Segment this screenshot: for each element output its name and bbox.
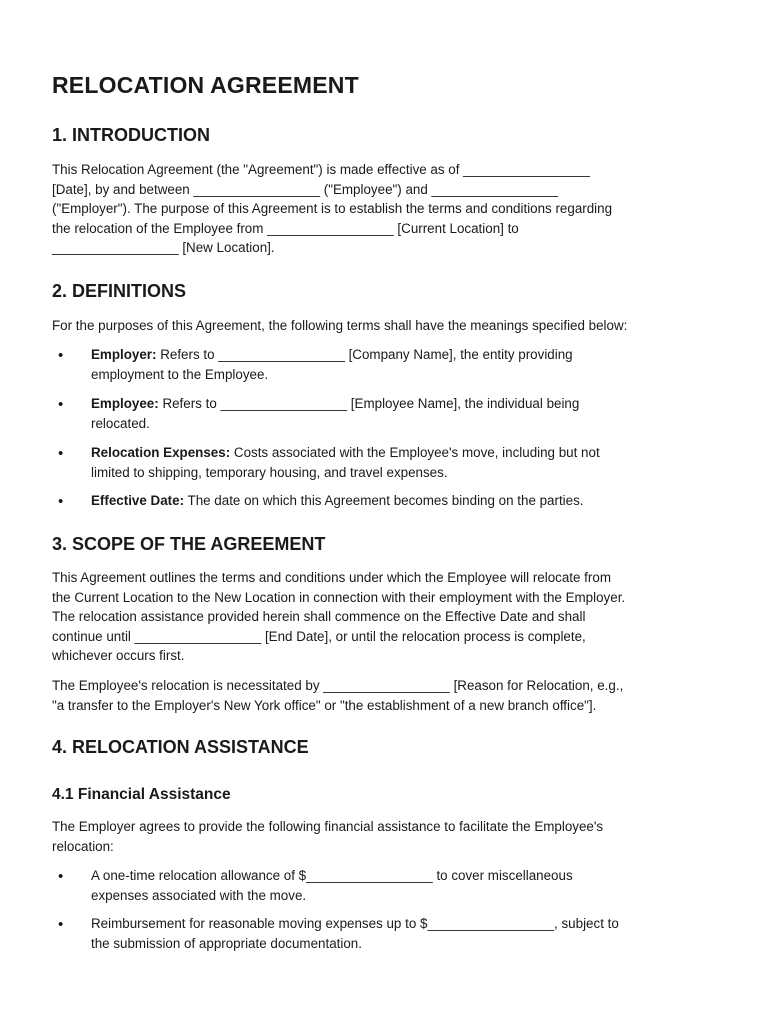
text-line: the relocation of the Employee from _________________ [Current Location] to: [52, 220, 519, 236]
list-item-text: Reimbursement for reasonable moving expenses up to $_________________, subject to: [91, 916, 619, 931]
text-line: continue until _________________ [End Date], or until the relocation process is complete,: [52, 628, 586, 644]
text-line: ("Employer"). The purpose of this Agreement is to establish the terms and conditions regarding: [52, 201, 613, 217]
definition-text: employment to the Employee.: [91, 366, 269, 382]
text-line: The relocation assistance provided herein shall commence on the Effective Date and shall: [52, 609, 586, 625]
text-line: The Employee's relocation is necessitated by _________________ [Reason for Relocation, e.g.,: [52, 678, 624, 693]
definition-text: relocated.: [91, 415, 150, 431]
text-line: [Date], by and between _________________ ("Employee") and _________________: [52, 181, 559, 197]
section-heading-introduction: 1. INTRODUCTION: [52, 125, 211, 145]
definitions-intro: For the purposes of this Agreement, the following terms shall have the meanings specified below:: [52, 318, 628, 333]
document-title: RELOCATION AGREEMENT: [52, 72, 359, 98]
definition-term: Employee:: [91, 396, 159, 411]
text-line: This Agreement outlines the terms and conditions under which the Employee will relocate from: [52, 570, 611, 585]
section-heading-scope: 3. SCOPE OF THE AGREEMENT: [52, 534, 326, 554]
definition-term: Employer:: [91, 347, 157, 362]
list-item-text: expenses associated with the move.: [91, 887, 307, 903]
definition-term: Effective Date:: [91, 493, 185, 508]
bullet-icon: •: [58, 347, 64, 364]
financial-assistance-intro: [52, 817, 720, 856]
text-line: "a transfer to the Employer's New York office" or "the establishment of a new branch office"].: [52, 697, 597, 713]
text-line: whichever occurs first.: [52, 648, 185, 664]
subsection-heading-financial-assistance: 4.1 Financial Assistance: [52, 786, 231, 803]
introduction-paragraph: [52, 160, 720, 258]
bullet-icon: •: [58, 868, 64, 885]
definition-text: Refers to _________________ [Employee Name], the individual being: [158, 396, 580, 411]
list-item-text: A one-time relocation allowance of $_________________ to cover miscellaneous: [91, 868, 573, 883]
text-line: _________________ [New Location].: [52, 240, 275, 256]
bullet-icon: •: [58, 493, 64, 510]
definition-text: limited to shipping, temporary housing, and travel expenses.: [91, 464, 448, 480]
definition-text: Refers to _________________ [Company Name], the entity providing: [156, 347, 573, 362]
list-item-text: the submission of appropriate documentation.: [91, 935, 362, 951]
section-heading-definitions: 2. DEFINITIONS: [52, 281, 187, 301]
text-line: This Relocation Agreement (the "Agreement") is made effective as of _________________: [52, 162, 590, 177]
scope-paragraph-1: [52, 568, 720, 666]
definition-text: Costs associated with the Employee's move, including but not: [230, 445, 600, 460]
bullet-icon: •: [58, 916, 64, 933]
section-heading-relocation-assistance: 4. RELOCATION ASSISTANCE: [52, 737, 309, 757]
bullet-icon: •: [58, 396, 64, 413]
scope-paragraph-2: [52, 676, 720, 715]
text-line: The Employer agrees to provide the following financial assistance to facilitate the Employee's: [52, 819, 604, 834]
text-line: relocation:: [52, 838, 114, 854]
text-line: the Current Location to the New Location in connection with their employment with the Employer.: [52, 589, 626, 605]
definition-term: Relocation Expenses:: [91, 445, 231, 460]
definition-text: The date on which this Agreement becomes binding on the parties.: [184, 493, 584, 508]
bullet-icon: •: [58, 445, 64, 462]
